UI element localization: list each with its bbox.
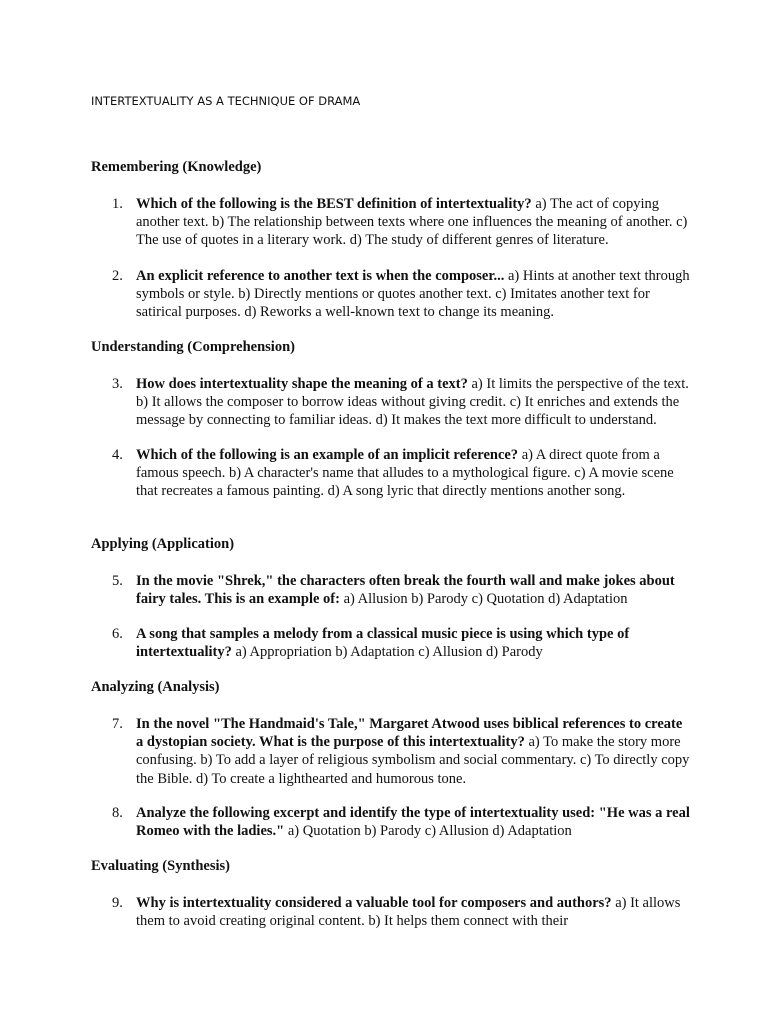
section-heading-understanding: Understanding (Comprehension)	[91, 339, 295, 355]
question-stem: In the novel "The Handmaid's Tale," Margaret Atwood uses biblical references to create a dystopian society. What is the purpose of this intertextuality?	[136, 716, 683, 751]
question-body	[136, 195, 691, 250]
question-body	[136, 625, 691, 661]
question-number: 4.	[112, 447, 123, 463]
question-item	[91, 804, 691, 840]
question-options: a) The act of copying another text. b) The relationship between texts where one influences the meaning of another. c) The use of quotes in a literary work. d) The study of different genres of literature.	[136, 196, 688, 249]
question-body	[136, 267, 691, 322]
question-options: a) Hints at another text through symbols or style. b) Directly mentions or quotes another text. c) Imitates another text for satirical purposes. d) Reworks a well-known text to change its meaning.	[136, 268, 690, 321]
question-item	[91, 894, 691, 930]
question-item	[91, 715, 691, 788]
question-options: a) Appropriation b) Adaptation c) Allusion d) Parody	[231, 644, 543, 661]
question-item	[91, 195, 691, 250]
question-item	[91, 572, 691, 608]
question-stem: Why is intertextuality considered a valuable tool for composers and authors?	[136, 895, 612, 911]
question-options: a) To make the story more confusing. b) To add a layer of religious symbolism and social commentary. c) To directly copy the Bible. d) To create a lighthearted and humorous tone.	[136, 734, 690, 787]
question-body	[136, 572, 691, 608]
question-stem: An explicit reference to another text is when the composer...	[136, 268, 505, 284]
question-number: 6.	[112, 626, 123, 642]
question-number: 2.	[112, 268, 123, 284]
question-body	[136, 894, 691, 930]
question-number: 3.	[112, 376, 123, 392]
question-item	[91, 446, 691, 501]
question-stem: Which of the following is the BEST definition of intertextuality?	[136, 196, 532, 212]
question-item	[91, 375, 691, 430]
question-number: 9.	[112, 895, 123, 911]
section-heading-applying: Applying (Application)	[91, 536, 235, 552]
question-options: a) A direct quote from a famous speech. b) A character's name that alludes to a mythological figure. c) A movie scene that recreates a famous painting. d) A song lyric that directly mentions another song.	[136, 447, 674, 500]
question-body	[136, 804, 691, 840]
question-stem: Analyze the following excerpt and identify the type of intertextuality used: "He was a real Romeo with the ladies."	[136, 805, 690, 840]
question-number: 1.	[112, 196, 123, 212]
question-body	[136, 446, 691, 501]
question-stem: A song that samples a melody from a classical music piece is using which type of intertextuality?	[136, 626, 630, 661]
question-options: a) Allusion b) Parody c) Quotation d) Adaptation	[339, 591, 628, 608]
question-body	[136, 715, 691, 788]
question-stem: How does intertextuality shape the meaning of a text?	[136, 376, 468, 392]
question-stem: In the movie "Shrek," the characters often break the fourth wall and make jokes about fairy tales. This is an example of:	[136, 573, 675, 608]
question-options: a) Quotation b) Parody c) Allusion d) Adaptation	[284, 823, 572, 840]
question-number: 8.	[112, 805, 123, 821]
question-options: a) It limits the perspective of the text. b) It allows the composer to borrow ideas without giving credit. c) It enriches and extends the message by connecting to familiar ideas. d) It makes the text more difficult to understand.	[136, 376, 689, 429]
question-options: a) It allows them to avoid creating original content. b) It helps them connect with their	[136, 895, 681, 930]
section-heading-remembering: Remembering (Knowledge)	[91, 159, 262, 175]
section-heading-evaluating: Evaluating (Synthesis)	[91, 858, 230, 874]
question-body	[136, 375, 691, 430]
question-number: 5.	[112, 573, 123, 589]
document-title: INTERTEXTUALITY AS A TECHNIQUE OF DRAMA	[91, 94, 361, 108]
section-heading-analyzing: Analyzing (Analysis)	[91, 679, 220, 695]
question-stem: Which of the following is an example of an implicit reference?	[136, 447, 519, 463]
question-item	[91, 625, 691, 661]
question-item	[91, 267, 691, 322]
question-number: 7.	[112, 716, 123, 732]
